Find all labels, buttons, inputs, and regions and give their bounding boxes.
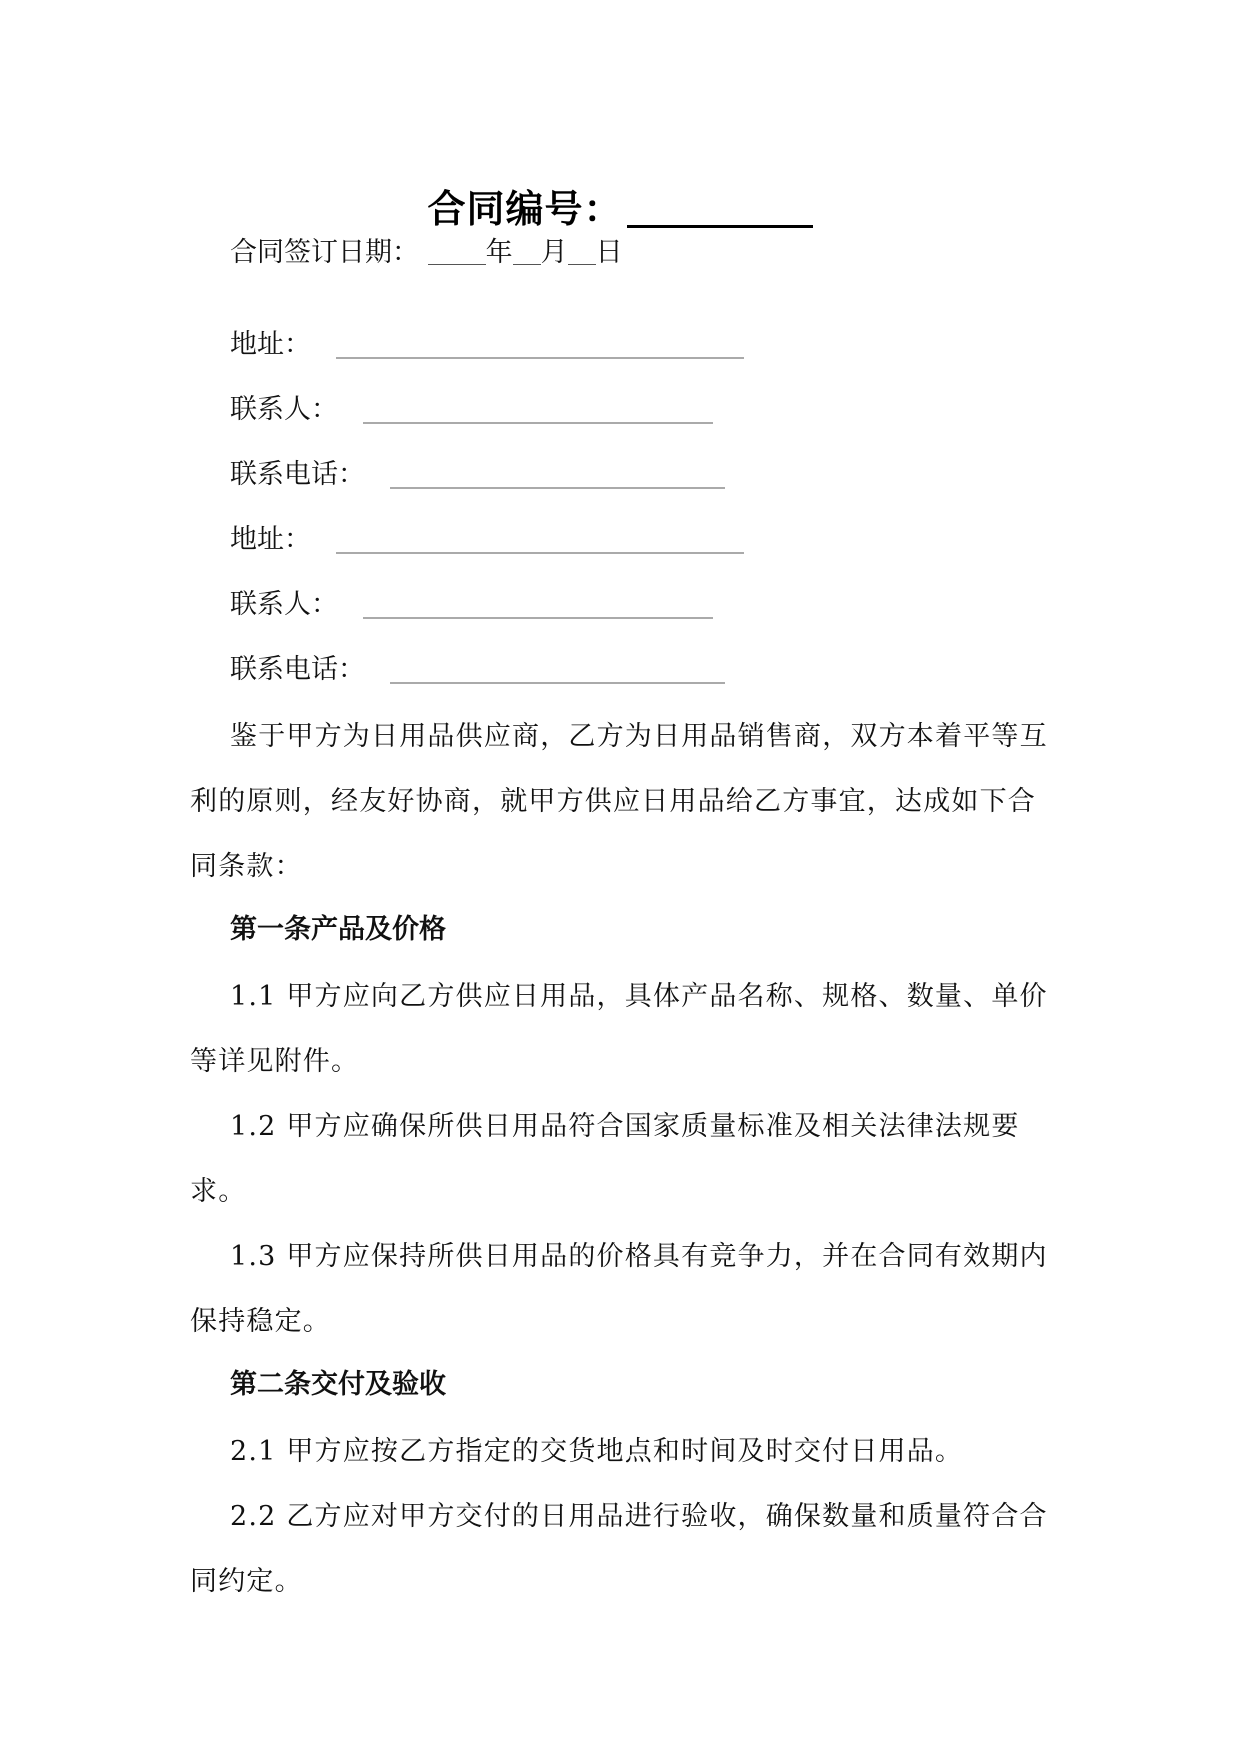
party-b-address-line: [230, 523, 744, 557]
contract-number-blank[interactable]: [627, 189, 813, 228]
sign-date-line: [230, 236, 623, 270]
clause-1-3: 1.3 甲方应保持所供日用品的价格具有竞争力，并在合同有效期内保持稳定。: [190, 1241, 1048, 1337]
clause-2-2: 2.2 乙方应对甲方交付的日用品进行验收，确保数量和质量符合合同约定。: [190, 1501, 1048, 1597]
year-unit: 年: [485, 237, 513, 268]
contract-number-title: [0, 178, 1240, 233]
clause-1-1: 1.1 甲方应向乙方供应日用品，具体产品名称、规格、数量、单价等详见附件。: [190, 981, 1048, 1077]
party-a-contact-field[interactable]: [363, 396, 713, 424]
contact-label: 联系人：: [230, 394, 338, 425]
party-a-address-field[interactable]: [336, 331, 744, 359]
party-a-phone-field[interactable]: [390, 461, 725, 489]
month-unit: 月: [540, 237, 568, 268]
party-b-phone-line: [230, 653, 725, 687]
section-2-heading: 第二条交付及验收: [230, 1369, 446, 1400]
section-1-heading: 第一条产品及价格: [230, 914, 446, 945]
party-a-address-line: [230, 328, 744, 362]
party-a-phone-line: [230, 458, 725, 492]
contact-label: 联系人：: [230, 589, 338, 620]
address-label: 地址：: [230, 329, 311, 360]
year-blank[interactable]: [428, 238, 486, 265]
address-label: 地址：: [230, 524, 311, 555]
clause-2-1: 2.1 甲方应按乙方指定的交货地点和时间及时交付日用品。: [230, 1436, 964, 1467]
party-b-contact-field[interactable]: [363, 591, 713, 619]
phone-label: 联系电话：: [230, 459, 365, 490]
preamble-paragraph: 鉴于甲方为日用品供应商，乙方为日用品销售商，双方本着平等互利的原则，经友好协商，就甲方供应日用品给乙方事宜，达成如下合同条款：: [190, 721, 1048, 882]
title-text: 合同编号：: [427, 187, 623, 231]
party-b-phone-field[interactable]: [390, 656, 725, 684]
sign-date-label: 合同签订日期：: [230, 237, 419, 268]
party-b-address-field[interactable]: [336, 526, 744, 554]
month-blank[interactable]: [513, 238, 541, 265]
day-blank[interactable]: [568, 238, 596, 265]
party-b-contact-line: [230, 588, 713, 622]
clause-1-2: 1.2 甲方应确保所供日用品符合国家质量标准及相关法律法规要求。: [190, 1111, 1020, 1207]
phone-label: 联系电话：: [230, 654, 365, 685]
day-unit: 日: [595, 237, 623, 268]
party-a-contact-line: [230, 393, 713, 427]
